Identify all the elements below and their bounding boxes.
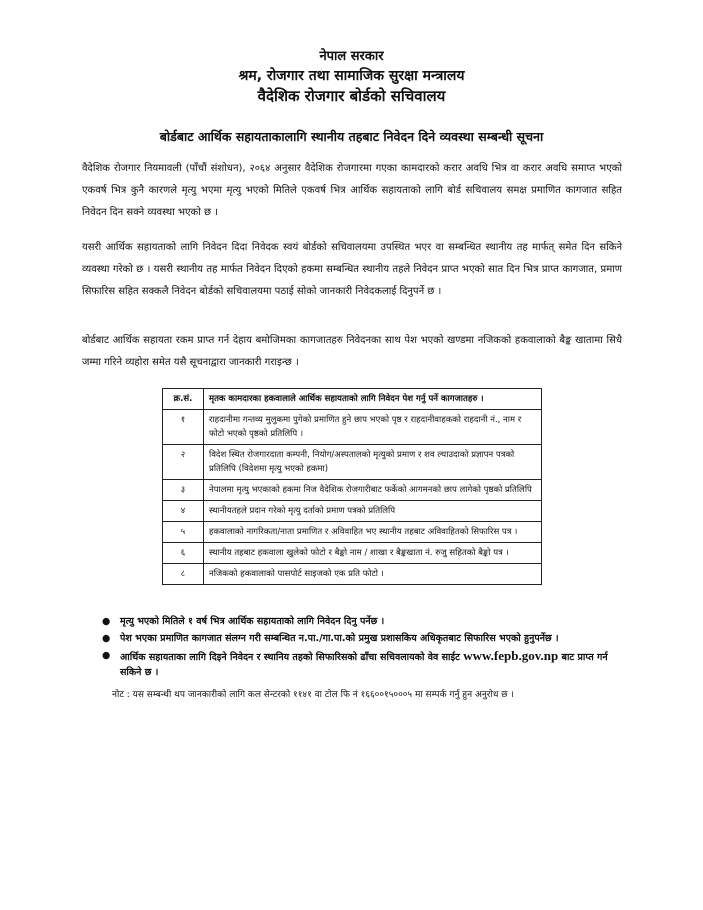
bullet-text: पेश भएका प्रमाणित कागजात संलग्न गरी सम्बन्धित न.पा./गा.पा.को प्रमुख प्रशासकिय अधिकृतबाट सिफारिस भएको हुनुपर्नेछ । — [120, 633, 559, 644]
letterhead — [0, 48, 703, 107]
table-row — [163, 445, 542, 480]
table-row — [163, 543, 542, 564]
row-number: ६ — [163, 543, 204, 564]
notice-title: बोर्डबाट आर्थिक सहायताकालागि स्थानीय तहबाट निवेदन दिने व्यवस्था सम्बन्धी सूचना — [159, 129, 544, 144]
list-item — [100, 631, 620, 646]
table-row — [163, 501, 542, 522]
row-document: नेपालमा मृत्यु भएकाको हकमा निज वैदेशिक रोजगारीबाट फर्केको आगमनको छाप लागेको पृष्ठको प्रतिलिपि — [204, 480, 542, 501]
row-document: नजिकको हकवालाको पासपोर्ट साइजको एक प्रति फोटो । — [204, 564, 542, 585]
list-item — [100, 648, 620, 680]
row-document: हकवालाको नागरिकता/नाता प्रमाणित र अविवाहित भए स्थानीय तहबाट अविवाहितको सिफारिस पत्र । — [204, 522, 542, 543]
row-document: स्थानीय तहबाट हकवाला खुलेको फोटो र बैङ्को नाम / शाखा र बैङ्कखाता नं. रुजु सहितको बैङ्को पत्र । — [204, 543, 542, 564]
row-number: १ — [163, 410, 204, 445]
paragraph-2: यसरी आर्थिक सहायताको लागि निवेदन दिदा निवेदक स्वयं बोर्डको सचिवालयमा उपस्थित भएर वा सम्बन्धित स्थानीय तह मार्फत् समेत दिन सकिने व्यवस्था गरेको छ । यसरी स्थानीय तह मार्फत निवेदन दिएको हकमा सम्बन्धित स्थानीय तहले निवेदन प्राप्त भएको सात दिन भित्र प्राप्त कागजात, प्रमाण सिफारिस सहित सक्कलै निवेदन बोर्डको सचिवालयमा पठाई सोको जानकारी निवेदकलाई दिनुपर्ने छ । — [82, 242, 622, 297]
row-number: २ — [163, 445, 204, 480]
ministry-name: श्रम, रोजगार तथा सामाजिक सुरक्षा मन्त्रालय — [238, 68, 465, 84]
row-number: ५ — [163, 522, 204, 543]
website-link[interactable]: www.fepb.gov.np — [463, 648, 559, 663]
contact-note: नोट : यस सम्बन्धी थप जानकारीको लागि कल सेन्टरको ११४१ वा टोल फि नं १६६००१५०००५ मा सम्पर्क गर्नु हुन अनुरोध छ । — [112, 690, 514, 700]
board-secretariat-name: वैदेशिक रोजगार बोर्डको सचिवालय — [257, 87, 446, 105]
important-points-list — [100, 614, 620, 682]
table-row — [163, 522, 542, 543]
row-document: राहदानीमा गन्तव्य मुलुकमा पुगेको प्रमाणित हुने छाप भएको पृष्ठ र राहदानीवाहकको राहदानी नं., नाम र फोटो भएको पृष्ठको प्रतिलिपि । — [204, 410, 542, 445]
bullet-icon: ● — [102, 650, 111, 661]
table-row — [163, 480, 542, 501]
row-number: ४ — [163, 501, 204, 522]
serial-header: क्र.सं. — [163, 389, 204, 410]
documents-header: मृतक कामदारका हकवालाले आर्थिक सहायताको लागि निवेदन पेश गर्नु पर्ने कागजातहरु । — [204, 389, 542, 410]
bullet-text: बाट प्राप्त गर्न सकिने छ । — [120, 652, 608, 678]
row-document: स्थानीयतहले प्रदान गरेको मृत्यु दर्ताको प्रमाण पत्रको प्रतिलिपि — [204, 501, 542, 522]
table-header-row — [163, 389, 542, 410]
paragraph-3: बोर्डबाट आर्थिक सहायता रकम प्राप्त गर्न देहाय बमोजिमका कागजातहरु निवेदनका साथ पेश भएको खण्डमा नजिकको हकवालाको बैङ्क खातामा सिधै जम्मा गरिने व्यहोरा समेत यसै सूचनाद्वारा जानकारी गराइन्छ । — [82, 335, 622, 368]
list-item — [100, 614, 620, 629]
row-number: ८ — [163, 564, 204, 585]
bullet-icon: ● — [102, 616, 111, 627]
bullet-icon: ● — [102, 633, 111, 644]
row-number: ३ — [163, 480, 204, 501]
bullet-text: मृत्यु भएको मितिले १ वर्ष भित्र आर्थिक सहायताको लागि निवेदन दिनु पर्नेछ । — [120, 616, 385, 627]
government-name: नेपाल सरकार — [319, 49, 384, 64]
required-documents-table — [162, 388, 542, 585]
bullet-text: आर्थिक सहायताका लागि दिइने निवेदन र स्थानिय तहको सिफारिसको ढाँचा सचिवलायको वेव साईट — [120, 652, 460, 663]
table-row — [163, 410, 542, 445]
row-document: विदेश स्थित रोजगारदाता कम्पनी, नियोग/अस्पतालको मृत्युको प्रमाण र शव ल्याउदाको प्रज्ञापन पत्रको प्रतिलिपि (विदेशमा मृत्यु भएको हकमा) — [204, 445, 542, 480]
paragraph-1: वैदेशिक रोजगार नियमावली (पाँचौं संशोधन), २०६४ अनुसार वैदेशिक रोजगारमा गएका कामदारको करार अवधि भित्र वा करार अवधि समाप्त भएको एकवर्ष भित्र कुनै कारणले मृत्यु भएमा मृत्यु भएको मितिले एकवर्ष भित्र आर्थिक सहायताको लागि बोर्ड सचिवालय समक्ष प्रमाणित कागजात सहित निवेदन दिन सक्ने व्यवस्था भएको छ । — [82, 163, 622, 218]
table-row — [163, 564, 542, 585]
